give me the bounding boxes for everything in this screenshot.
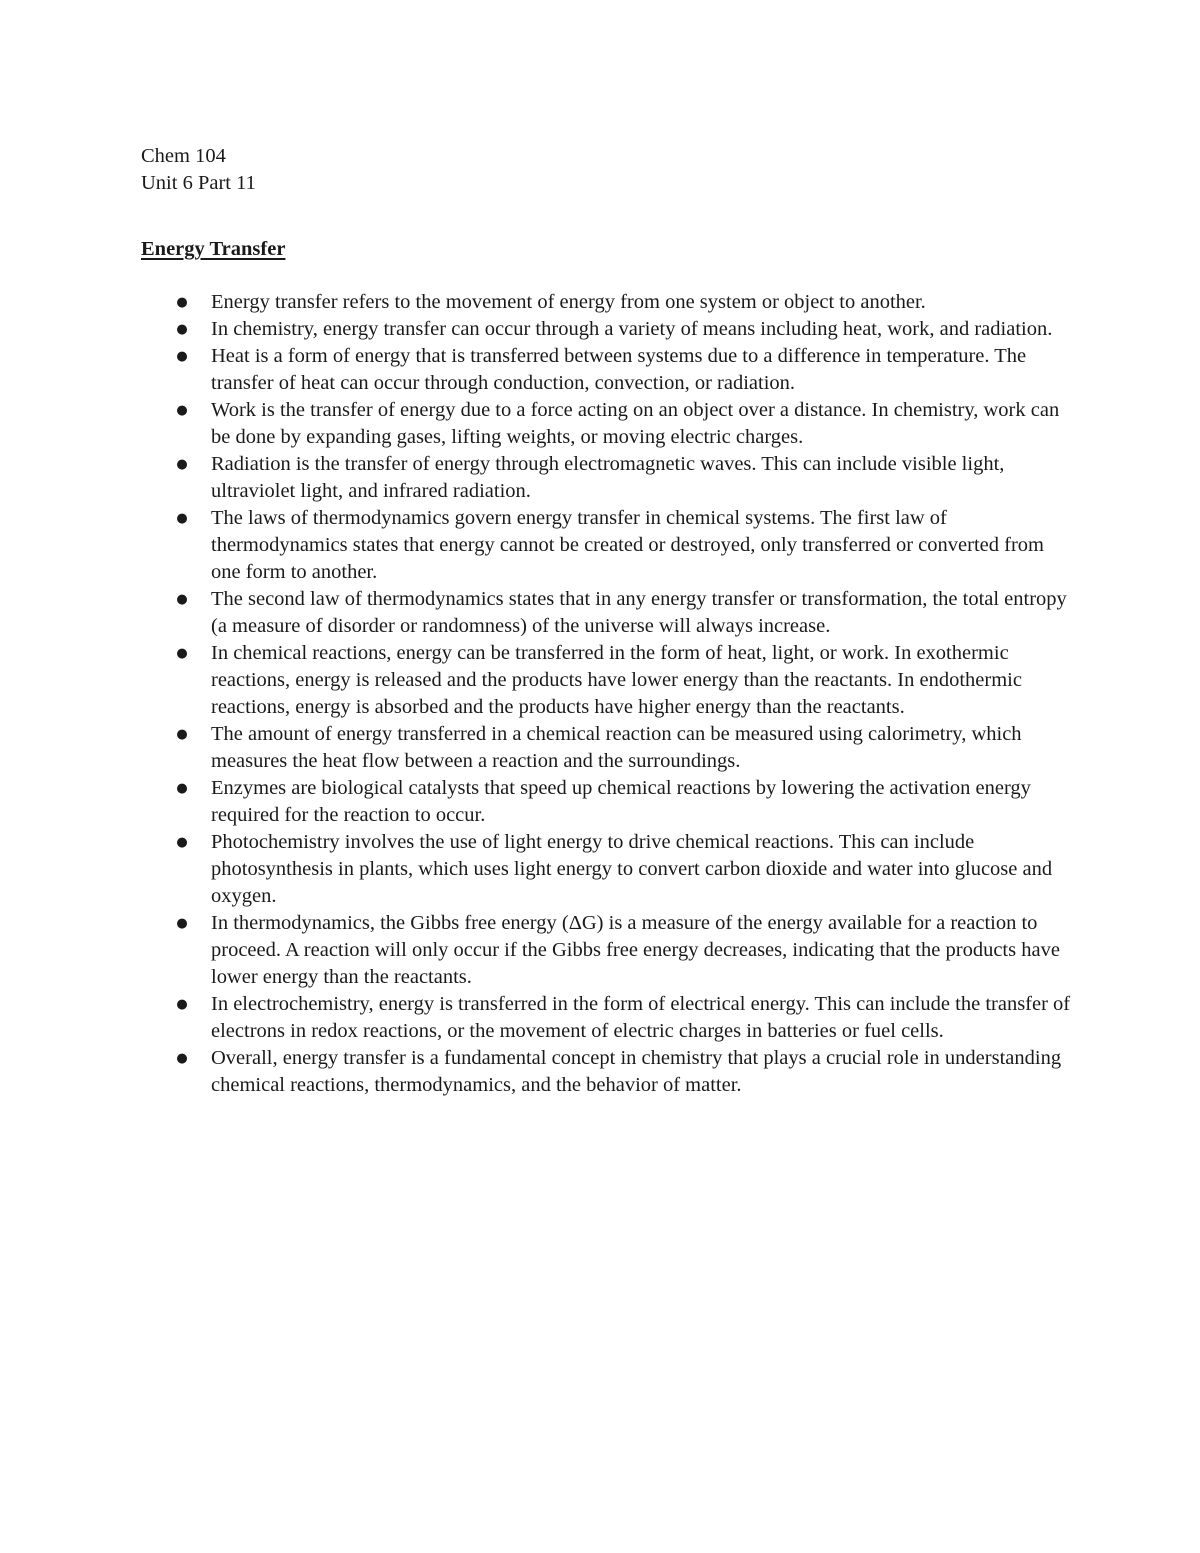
bullet-icon: ● bbox=[176, 835, 188, 850]
bullet-text: The second law of thermodynamics states that in any energy transfer or transformation, the total entropy (a measure of disorder or randomness) of the universe will always increase. bbox=[211, 588, 1067, 637]
bullet-icon: ● bbox=[176, 349, 188, 364]
bullet-text: Overall, energy transfer is a fundamental concept in chemistry that plays a crucial role in understanding chemical reactions, thermodynamics, and the behavior of matter. bbox=[211, 1047, 1062, 1096]
bullet-icon: ● bbox=[176, 916, 188, 931]
list-item bbox=[176, 829, 1071, 910]
bullet-icon: ● bbox=[176, 511, 188, 526]
bullet-icon: ● bbox=[176, 403, 188, 418]
bullet-text: Radiation is the transfer of energy through electromagnetic waves. This can include visible light, ultraviolet light, and infrared radiation. bbox=[211, 453, 1005, 502]
course-title: Chem 104 bbox=[141, 145, 226, 167]
section-heading: Energy Transfer bbox=[141, 238, 286, 260]
list-item bbox=[176, 640, 1071, 721]
bullet-icon: ● bbox=[176, 295, 188, 310]
document-header bbox=[141, 143, 1061, 197]
list-item bbox=[176, 289, 1071, 316]
bullet-icon: ● bbox=[176, 457, 188, 472]
list-item bbox=[176, 991, 1071, 1045]
bullet-icon: ● bbox=[176, 997, 188, 1012]
list-item bbox=[176, 586, 1071, 640]
list-item bbox=[176, 1045, 1071, 1099]
bullet-icon: ● bbox=[176, 781, 188, 796]
bullet-text: In electrochemistry, energy is transferred in the form of electrical energy. This can include the transfer of electrons in redox reactions, or the movement of electric charges in batteries or fuel cells. bbox=[211, 993, 1071, 1042]
bullet-text: Energy transfer refers to the movement of energy from one system or object to another. bbox=[211, 291, 926, 313]
bullet-text: The laws of thermodynamics govern energy transfer in chemical systems. The first law of thermodynamics states that energy cannot be created or destroyed, only transferred or converted from one form to another. bbox=[211, 507, 1044, 583]
bullet-text: In thermodynamics, the Gibbs free energy (ΔG) is a measure of the energy available for a reaction to proceed. A reaction will only occur if the Gibbs free energy decreases, indicating that the products have lower energy than the reactants. bbox=[211, 912, 1060, 988]
bullet-text: Heat is a form of energy that is transferred between systems due to a difference in temperature. The transfer of heat can occur through conduction, convection, or radiation. bbox=[211, 345, 1027, 394]
bullet-text: Photochemistry involves the use of light energy to drive chemical reactions. This can include photosynthesis in plants, which uses light energy to convert carbon dioxide and water into glucose and oxygen. bbox=[211, 831, 1053, 907]
bullet-text: Work is the transfer of energy due to a force acting on an object over a distance. In chemistry, work can be done by expanding gases, lifting weights, or moving electric charges. bbox=[211, 399, 1060, 448]
bullet-list bbox=[176, 289, 1071, 1099]
bullet-text: In chemical reactions, energy can be transferred in the form of heat, light, or work. In exothermic reactions, energy is released and the products have lower energy than the reactants. In endothermic reactions, energy is absorbed and the products have higher energy than the reactants. bbox=[211, 642, 1022, 718]
list-item bbox=[176, 316, 1071, 343]
list-item bbox=[176, 910, 1071, 991]
list-item bbox=[176, 451, 1071, 505]
list-item bbox=[176, 343, 1071, 397]
unit-title: Unit 6 Part 11 bbox=[141, 172, 256, 194]
list-item bbox=[176, 397, 1071, 451]
bullet-icon: ● bbox=[176, 646, 188, 661]
list-item bbox=[176, 775, 1071, 829]
bullet-text: Enzymes are biological catalysts that speed up chemical reactions by lowering the activation energy required for the reaction to occur. bbox=[211, 777, 1031, 826]
bullet-text: In chemistry, energy transfer can occur through a variety of means including heat, work, and radiation. bbox=[211, 318, 1053, 340]
list-item bbox=[176, 721, 1071, 775]
bullet-icon: ● bbox=[176, 727, 188, 742]
bullet-icon: ● bbox=[176, 322, 188, 337]
list-item bbox=[176, 505, 1071, 586]
bullet-text: The amount of energy transferred in a chemical reaction can be measured using calorimetry, which measures the heat flow between a reaction and the surroundings. bbox=[211, 723, 1022, 772]
bullet-icon: ● bbox=[176, 592, 188, 607]
bullet-icon: ● bbox=[176, 1051, 188, 1066]
